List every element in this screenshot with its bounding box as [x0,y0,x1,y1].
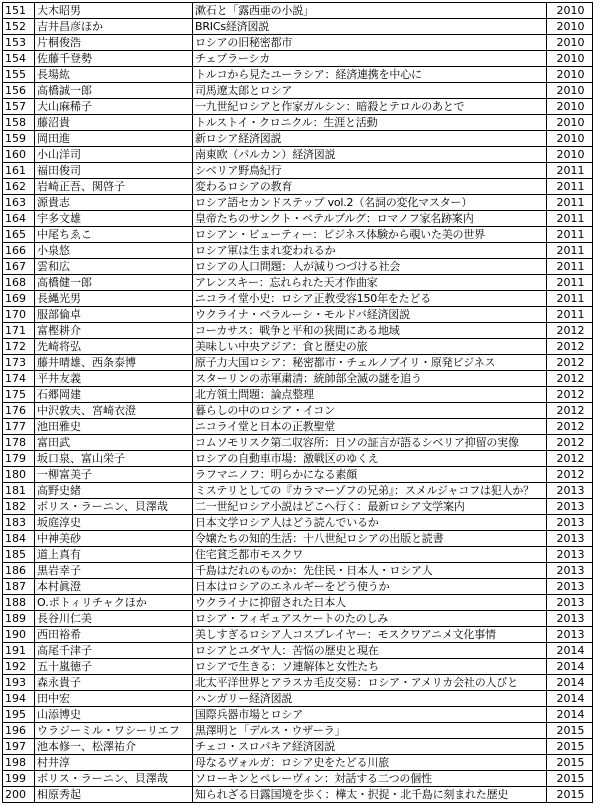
author-cell: 佐藤千登勢 [35,51,193,67]
year-cell: 2015 [547,787,593,803]
year-cell: 2012 [547,323,593,339]
year-cell: 2012 [547,403,593,419]
book-number-cell: 164 [3,211,35,227]
book-number-cell: 159 [3,131,35,147]
title-cell: 黒澤明と「デルス・ウザーラ」 [193,723,547,739]
year-cell: 2014 [547,643,593,659]
table-row [3,19,593,35]
title-cell: 暮らしの中のロシア・イコン [193,403,547,419]
title-cell: コーカサス：戦争と平和の狭間にある地域 [193,323,547,339]
author-cell: O.ポトィリチャクほか [35,595,193,611]
book-number-cell: 190 [3,627,35,643]
author-cell: 大木昭男 [35,3,193,19]
year-cell: 2011 [547,227,593,243]
year-cell: 2010 [547,99,593,115]
table-row [3,627,593,643]
table-row [3,35,593,51]
book-number-cell: 154 [3,51,35,67]
table-row [3,435,593,451]
author-cell: 坂庭淳史 [35,515,193,531]
year-cell: 2013 [547,547,593,563]
year-cell: 2012 [547,451,593,467]
year-cell: 2015 [547,723,593,739]
author-cell: 源貴志 [35,195,193,211]
table-row [3,611,593,627]
author-cell: 中沢敦夫、宮崎衣澄 [35,403,193,419]
title-cell: 美味しい中央アジア：食と歴史の旅 [193,339,547,355]
year-cell: 2012 [547,387,593,403]
author-cell: 石郷岡建 [35,387,193,403]
year-cell: 2013 [547,611,593,627]
title-cell: 一九世紀ロシアと作家ガルシン：暗殺とテロルのあとで [193,99,547,115]
book-number-cell: 166 [3,243,35,259]
year-cell: 2011 [547,211,593,227]
table-row [3,211,593,227]
author-cell: 長縄光男 [35,291,193,307]
year-cell: 2013 [547,579,593,595]
author-cell: ボリス・ラーニン、貝澤哉 [35,771,193,787]
table-row [3,691,593,707]
author-cell: 藤井晴雄、西条泰博 [35,355,193,371]
table-row [3,771,593,787]
table-row [3,675,593,691]
title-cell: ロシアとユダヤ人：苦悩の歴史と現在 [193,643,547,659]
table-row [3,339,593,355]
title-cell: 千島はだれのものか：先住民・日本人・ロシア人 [193,563,547,579]
book-number-cell: 173 [3,355,35,371]
table-row [3,195,593,211]
table-row [3,579,593,595]
author-cell: 田中宏 [35,691,193,707]
book-list-sheet [2,2,593,803]
author-cell: 高野史緒 [35,483,193,499]
book-number-cell: 179 [3,451,35,467]
title-cell: チェブラーシカ [193,51,547,67]
author-cell: 平井友義 [35,371,193,387]
author-cell: 小山洋司 [35,147,193,163]
author-cell: 中神美砂 [35,531,193,547]
author-cell: 服部倫卓 [35,307,193,323]
title-cell: 司馬遼太郎とロシア [193,83,547,99]
book-number-cell: 180 [3,467,35,483]
table-row [3,787,593,803]
author-cell: 岡田進 [35,131,193,147]
title-cell: ロシア語セカンドステップ vol.2（名詞の変化マスター） [193,195,547,211]
book-number-cell: 162 [3,179,35,195]
year-cell: 2010 [547,3,593,19]
year-cell: 2011 [547,179,593,195]
title-cell: BRICs経済図説 [193,19,547,35]
book-number-cell: 199 [3,771,35,787]
title-cell: ロシアン・ビューティー：ビジネス体験から覗いた美の世界 [193,227,547,243]
book-number-cell: 167 [3,259,35,275]
year-cell: 2013 [547,563,593,579]
year-cell: 2012 [547,419,593,435]
book-number-cell: 178 [3,435,35,451]
book-number-cell: 188 [3,595,35,611]
author-cell: 森永貴子 [35,675,193,691]
author-cell: 本村眞澄 [35,579,193,595]
title-cell: トルコから見たユーラシア：経済連携を中心に [193,67,547,83]
title-cell: チェコ・スロバキア経済図説 [193,739,547,755]
title-cell: ロシアの自動車市場：激戦区のゆくえ [193,451,547,467]
year-cell: 2013 [547,595,593,611]
title-cell: 美しすぎるロシア人コスプレイヤー：モスクワアニメ文化事情 [193,627,547,643]
book-number-cell: 163 [3,195,35,211]
table-row [3,99,593,115]
author-cell: 山添博史 [35,707,193,723]
author-cell: 五十嵐徳子 [35,659,193,675]
table-row [3,227,593,243]
table-row [3,67,593,83]
title-cell: トルストイ・クロニクル：生涯と活動 [193,115,547,131]
table-row [3,707,593,723]
book-number-cell: 187 [3,579,35,595]
book-number-cell: 196 [3,723,35,739]
book-number-cell: 175 [3,387,35,403]
book-number-cell: 182 [3,499,35,515]
title-cell: ミステリとしての『カラマーゾフの兄弟』：スメルジャコフは犯人か？ [193,483,547,499]
year-cell: 2011 [547,275,593,291]
author-cell: 片桐俊浩 [35,35,193,51]
year-cell: 2013 [547,531,593,547]
author-cell: 岩崎正吾、関啓子 [35,179,193,195]
title-cell: ニコライ堂小史：ロシア正教受容150年をたどる [193,291,547,307]
year-cell: 2013 [547,483,593,499]
title-cell: 南東欧（バルカン）経済図説 [193,147,547,163]
book-number-cell: 184 [3,531,35,547]
author-cell: 中尾ちゑこ [35,227,193,243]
title-cell: 国際兵器市場とロシア [193,707,547,723]
table-row [3,291,593,307]
title-cell: ロシア・フィギュアスケートのたのしみ [193,611,547,627]
year-cell: 2014 [547,691,593,707]
table-row [3,643,593,659]
table-row [3,3,593,19]
table-row [3,515,593,531]
title-cell: 北方領土問題：論点整理 [193,387,547,403]
year-cell: 2010 [547,19,593,35]
author-cell: ボリス・ラーニン、貝澤哉 [35,499,193,515]
table-row [3,595,593,611]
table-row [3,451,593,467]
author-cell: 池本修一、松澤祐介 [35,739,193,755]
table-row [3,243,593,259]
year-cell: 2010 [547,67,593,83]
book-number-cell: 153 [3,35,35,51]
title-cell: スターリンの赤軍粛清：統帥部全滅の謎を追う [193,371,547,387]
table-row [3,483,593,499]
table-row [3,163,593,179]
year-cell: 2014 [547,659,593,675]
title-cell: 北太平洋世界とアラスカ毛皮交易：ロシア・アメリカ会社の人びと [193,675,547,691]
table-row [3,563,593,579]
table-row [3,659,593,675]
author-cell: 西田裕希 [35,627,193,643]
book-number-cell: 155 [3,67,35,83]
book-number-cell: 189 [3,611,35,627]
author-cell: 長谷川仁美 [35,611,193,627]
author-cell: 道上真有 [35,547,193,563]
title-cell: 住宅貧乏都市モスクワ [193,547,547,563]
table-row [3,371,593,387]
table-row [3,723,593,739]
title-cell: ロシア軍は生まれ変われるか [193,243,547,259]
author-cell: 福田俊司 [35,163,193,179]
table-row [3,51,593,67]
year-cell: 2015 [547,771,593,787]
book-number-cell: 156 [3,83,35,99]
year-cell: 2011 [547,259,593,275]
table-row [3,275,593,291]
author-cell: 藤沼貴 [35,115,193,131]
title-cell: 日本文学ロシア人はどう読んでいるか [193,515,547,531]
book-number-cell: 181 [3,483,35,499]
book-number-cell: 171 [3,323,35,339]
book-number-cell: 197 [3,739,35,755]
title-cell: ウクライナ・ベラルーシ・モルドバ経済図説 [193,307,547,323]
year-cell: 2010 [547,83,593,99]
table-row [3,547,593,563]
book-number-cell: 183 [3,515,35,531]
table-row [3,467,593,483]
table-row [3,755,593,771]
book-number-cell: 170 [3,307,35,323]
book-number-cell: 185 [3,547,35,563]
title-cell: ウクライナに抑留された日本人 [193,595,547,611]
author-cell: 雲和広 [35,259,193,275]
table-row [3,739,593,755]
book-number-cell: 186 [3,563,35,579]
title-cell: ソローキンとペレーヴィン：対話する二つの個性 [193,771,547,787]
table-row [3,499,593,515]
book-number-cell: 177 [3,419,35,435]
author-cell: 大山麻稀子 [35,99,193,115]
author-cell: ウラジーミル・ワシーリエフ [35,723,193,739]
title-cell: シベリア野鳥紀行 [193,163,547,179]
year-cell: 2012 [547,339,593,355]
title-cell: 皇帝たちのサンクト・ペテルブルグ：ロマノフ家名跡案内 [193,211,547,227]
book-number-cell: 193 [3,675,35,691]
book-list-table [2,2,593,803]
table-row [3,147,593,163]
year-cell: 2011 [547,195,593,211]
table-row [3,307,593,323]
year-cell: 2010 [547,51,593,67]
year-cell: 2012 [547,355,593,371]
title-cell: アレンスキー：忘れられた天才作曲家 [193,275,547,291]
title-cell: ロシアの人口問題：人が減りつづける社会 [193,259,547,275]
table-row [3,419,593,435]
title-cell: 母なるヴォルガ：ロシア史をたどる川旅 [193,755,547,771]
book-number-cell: 161 [3,163,35,179]
book-number-cell: 192 [3,659,35,675]
table-row [3,179,593,195]
book-number-cell: 174 [3,371,35,387]
author-cell: 村井淳 [35,755,193,771]
title-cell: ハンガリー経済図説 [193,691,547,707]
year-cell: 2010 [547,147,593,163]
book-number-cell: 169 [3,291,35,307]
book-number-cell: 158 [3,115,35,131]
table-row [3,403,593,419]
year-cell: 2012 [547,435,593,451]
title-cell: 新ロシア経済図説 [193,131,547,147]
title-cell: 変わるロシアの教育 [193,179,547,195]
book-number-cell: 160 [3,147,35,163]
title-cell: ラフマニノフ：明らかになる素顔 [193,467,547,483]
title-cell: 知られざる日露国境を歩く：樺太・択捉・北千島に刻まれた歴史 [193,787,547,803]
book-number-cell: 168 [3,275,35,291]
year-cell: 2012 [547,371,593,387]
table-row [3,131,593,147]
title-cell: ロシアの旧秘密都市 [193,35,547,51]
author-cell: 小泉悠 [35,243,193,259]
book-number-cell: 152 [3,19,35,35]
table-row [3,115,593,131]
title-cell: 令嬢たちの知的生活：十八世紀ロシアの出版と読書 [193,531,547,547]
book-number-cell: 157 [3,99,35,115]
book-number-cell: 165 [3,227,35,243]
table-row [3,387,593,403]
book-number-cell: 151 [3,3,35,19]
table-row [3,531,593,547]
author-cell: 高橋健一郎 [35,275,193,291]
title-cell: 二一世紀ロシア小説はどこへ行く：最新ロシア文学案内 [193,499,547,515]
book-list-body [3,3,593,803]
author-cell: 黒岩幸子 [35,563,193,579]
year-cell: 2015 [547,739,593,755]
author-cell: 宇多文雄 [35,211,193,227]
year-cell: 2011 [547,163,593,179]
title-cell: 日本はロシアのエネルギーをどう使うか [193,579,547,595]
title-cell: ニコライ堂と日本の正教聖堂 [193,419,547,435]
table-row [3,355,593,371]
title-cell: 漱石と「露西亜の小説」 [193,3,547,19]
book-number-cell: 176 [3,403,35,419]
year-cell: 2011 [547,243,593,259]
book-number-cell: 195 [3,707,35,723]
author-cell: 富樫耕介 [35,323,193,339]
author-cell: 吉井昌彦ほか [35,19,193,35]
author-cell: 池田雅史 [35,419,193,435]
book-number-cell: 172 [3,339,35,355]
table-row [3,259,593,275]
author-cell: 高尾千津子 [35,643,193,659]
year-cell: 2011 [547,291,593,307]
year-cell: 2010 [547,35,593,51]
book-number-cell: 194 [3,691,35,707]
year-cell: 2010 [547,131,593,147]
author-cell: 富田武 [35,435,193,451]
title-cell: 原子力大国ロシア：秘密都市・チェルノブイリ・原発ビジネス [193,355,547,371]
year-cell: 2015 [547,755,593,771]
book-number-cell: 198 [3,755,35,771]
year-cell: 2013 [547,499,593,515]
table-row [3,323,593,339]
author-cell: 一柳富美子 [35,467,193,483]
title-cell: コムソモリスク第二収容所：日ソの証言が語るシベリア抑留の実像 [193,435,547,451]
table-row [3,83,593,99]
year-cell: 2010 [547,115,593,131]
book-number-cell: 200 [3,787,35,803]
author-cell: 相原秀起 [35,787,193,803]
year-cell: 2013 [547,515,593,531]
title-cell: ロシアで生きる：ソ連解体と女性たち [193,659,547,675]
book-number-cell: 191 [3,643,35,659]
author-cell: 先崎将弘 [35,339,193,355]
author-cell: 高橋誠一郎 [35,83,193,99]
year-cell: 2012 [547,467,593,483]
year-cell: 2011 [547,307,593,323]
year-cell: 2013 [547,627,593,643]
year-cell: 2014 [547,675,593,691]
author-cell: 長場紘 [35,67,193,83]
author-cell: 坂口泉、富山栄子 [35,451,193,467]
year-cell: 2014 [547,707,593,723]
